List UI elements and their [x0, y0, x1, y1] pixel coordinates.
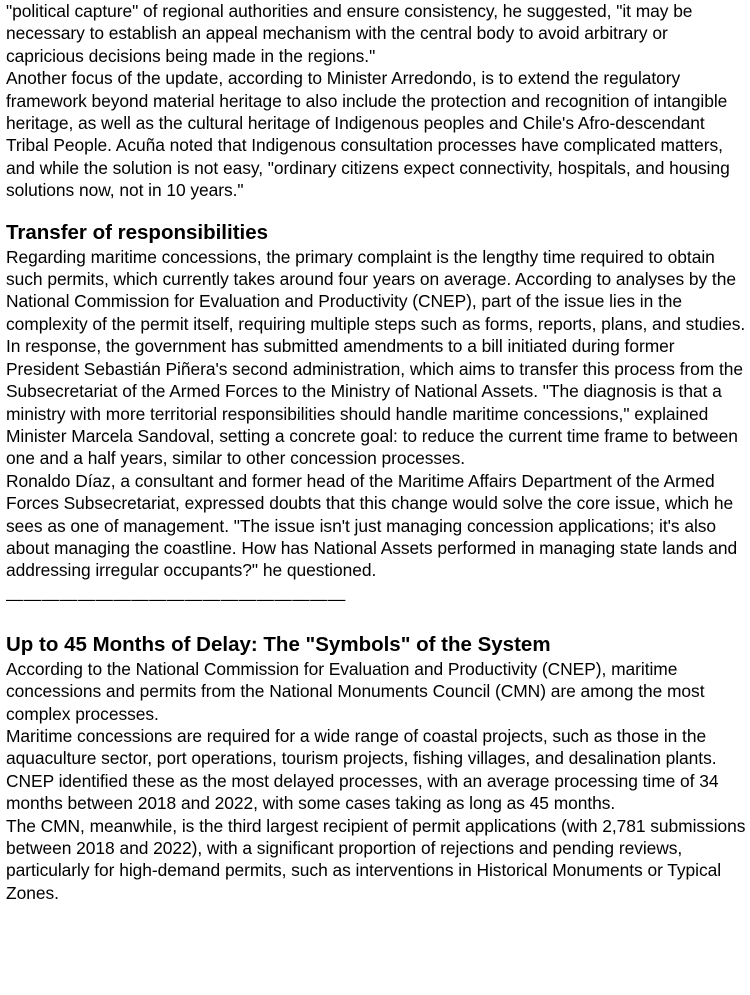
article: [6, 0, 746, 904]
paragraph-transfer-3: Ronaldo Díaz, a consultant and former head of the Maritime Affairs Department of the Armed Forces Subsecretariat, expressed doubts that this change would solve the core issue, which he sees as one of management. "The issue isn't just managing concession applications; it's also about managing the coastline. How has National Assets performed in managing state lands and addressing irregular occupants?" he questioned.: [6, 470, 738, 581]
section-divider: ———————————————————: [6, 588, 346, 609]
spacer: [6, 202, 746, 220]
spacer: [6, 610, 746, 632]
section-heading-delay: Up to 45 Months of Delay: The "Symbols" of the System: [6, 632, 551, 656]
paragraph-intro-1: "political capture" of regional authorities and ensure consistency, he suggested, "it may be necessary to establish an appeal mechanism with the central body to avoid arbitrary or capricious decisions being made in the regions.": [6, 1, 693, 66]
paragraph-transfer-2: In response, the government has submitted amendments to a bill initiated during former President Sebastián Piñera's second administration, which aims to transfer this process from the Subsecretariat of the Armed Forces to the Ministry of National Assets. "The diagnosis is that a ministry with more territorial responsibilities should handle maritime concessions," explained Minister Marcela Sandoval, setting a concrete goal: to reduce the current time frame to between one and a half years, similar to other concession processes.: [6, 336, 744, 469]
paragraph-delay-1: According to the National Commission for Evaluation and Productivity (CNEP), maritime concessions and permits from the National Monuments Council (CMN) are among the most complex processes.: [6, 658, 705, 724]
paragraph-intro-2: Another focus of the update, according to Minister Arredondo, is to extend the regulatory framework beyond material heritage to also include the protection and recognition of intangible heritage, as well as the cultural heritage of Indigenous peoples and Chile's Afro-descendant Tribal People. Acuña noted that Indigenous consultation processes have complicated matters, and while the solution is not easy, "ordinary citizens expect connectivity, hospitals, and housing solutions now, not in 10 years.": [6, 68, 730, 201]
paragraph-delay-2: Maritime concessions are required for a wide range of coastal projects, such as those in the aquaculture sector, port operations, tourism projects, fishing villages, and desalination plants. CNEP identified these as the most delayed processes, with an average processing time of 34 months between 2018 and 2022, with some cases taking as long as 45 months.: [6, 725, 719, 814]
section-heading-transfer: Transfer of responsibilities: [6, 220, 269, 244]
paragraph-delay-3: The CMN, meanwhile, is the third largest recipient of permit applications (with 2,781 submissions between 2018 and 2022), with a significant proportion of rejections and pending reviews, particularly for high-demand permits, such as interventions in Historical Monuments or Typical Zones.: [6, 815, 746, 903]
paragraph-transfer-1: Regarding maritime concessions, the primary complaint is the lengthy time required to obtain such permits, which currently takes around four years on average. According to analyses by the National Commission for Evaluation and Productivity (CNEP), part of the issue lies in the complexity of the permit itself, requiring multiple steps such as forms, reports, plans, and studies.: [6, 246, 746, 334]
